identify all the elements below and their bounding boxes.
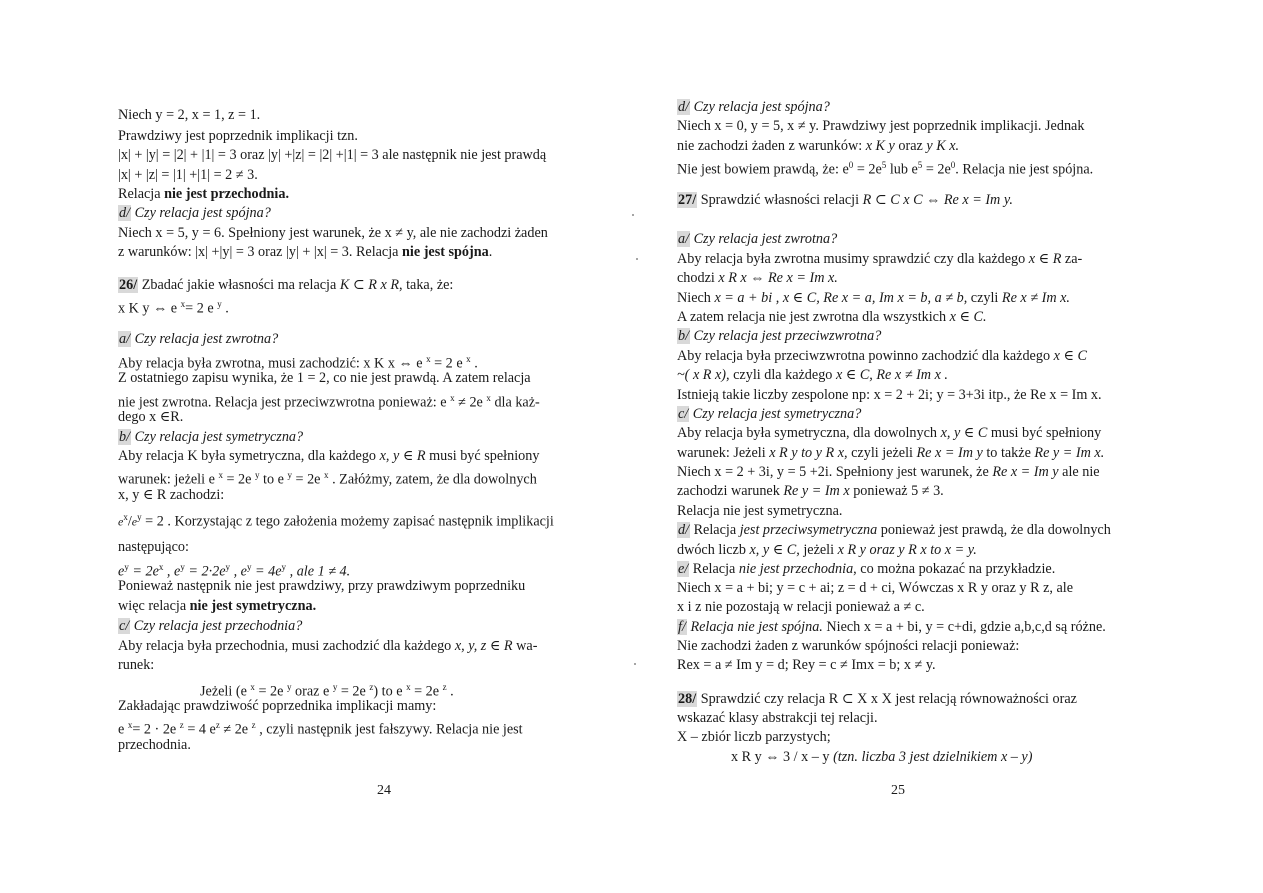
text-line bbox=[118, 369, 531, 387]
text-segment: Istnieją takie liczby zespolone np: x = 2 + 2i; y = 3+3i itp., że Re x = Im x. bbox=[677, 387, 1102, 403]
text-line bbox=[731, 748, 1032, 766]
text-line bbox=[677, 521, 1111, 539]
text-line bbox=[118, 276, 453, 294]
text-line bbox=[118, 428, 303, 446]
text-line bbox=[118, 736, 191, 754]
text-segment: z bbox=[369, 682, 374, 692]
text-segment: za- bbox=[1061, 251, 1083, 267]
text-segment: = 2e bbox=[128, 563, 159, 580]
text-segment: , czyli następnik jest fałszywy. Relacja nie jest bbox=[255, 721, 523, 738]
page-number: 25 bbox=[891, 783, 905, 798]
text-segment: ponieważ 5 ≠ 3. bbox=[849, 483, 944, 499]
text-segment: Sprawdzić czy relacja R ⊂ X x X jest relacją równoważności oraz bbox=[697, 691, 1077, 707]
scan-speck bbox=[634, 663, 636, 665]
text-segment: y bbox=[287, 470, 292, 480]
text-line bbox=[118, 447, 539, 465]
text-segment: ponieważ jest prawdą, że dla dowolnych bbox=[877, 522, 1111, 538]
text-segment: x bbox=[450, 393, 455, 403]
text-segment: = 2 e bbox=[185, 300, 218, 317]
text-line bbox=[118, 637, 537, 655]
text-segment: e bbox=[118, 563, 125, 580]
text-segment: x K y bbox=[865, 138, 895, 154]
text-segment: ≠ 2e bbox=[454, 394, 487, 411]
text-segment: Aby relacja była symetryczna, dla dowolnych bbox=[677, 425, 941, 441]
text-segment: , e bbox=[163, 563, 181, 580]
text-line bbox=[118, 146, 546, 164]
text-line bbox=[118, 243, 492, 261]
text-segment: y bbox=[286, 682, 292, 692]
text-segment: = 2e bbox=[337, 683, 370, 700]
text-segment: warunek: jeżeli e bbox=[118, 471, 219, 488]
text-segment: Aby relacja była przeciwzwrotna powinno zachodzić dla każdego bbox=[677, 348, 1054, 364]
text-line bbox=[677, 230, 837, 248]
text-segment: Czy relacja jest spójna? bbox=[690, 99, 830, 115]
text-segment: Niech y = 2, x = 1, z = 1. bbox=[118, 107, 261, 123]
text-segment: y bbox=[217, 299, 222, 309]
text-segment: x, y ∈ R zachodzi: bbox=[118, 487, 225, 503]
text-segment: Nie zachodzi żaden z warunków spójności relacji ponieważ: bbox=[677, 638, 1020, 654]
text-line bbox=[677, 656, 936, 674]
text-line bbox=[677, 541, 977, 559]
text-segment: więc relacja bbox=[118, 598, 190, 614]
text-segment: x ∈ C, Re x ≠ Im x . bbox=[835, 367, 948, 383]
text-segment: następująco: bbox=[118, 539, 189, 555]
text-line bbox=[677, 424, 1101, 442]
text-line bbox=[677, 347, 1087, 365]
text-segment: warunek: Jeżeli bbox=[677, 445, 770, 461]
page-number: 24 bbox=[377, 783, 391, 798]
text-line bbox=[118, 508, 554, 531]
text-line bbox=[118, 204, 271, 222]
text-segment: z bbox=[251, 720, 256, 730]
text-segment: Czy relacja jest przeciwzwrotna? bbox=[690, 328, 882, 344]
text-segment: Czy relacja jest zwrotna? bbox=[690, 231, 838, 247]
text-segment: Niech x = 5, y = 6. Spełniony jest warunek, że x ≠ y, ale nie zachodzi żaden bbox=[118, 225, 548, 241]
text-segment: Re x = Im y bbox=[916, 445, 983, 461]
text-segment: x bbox=[250, 682, 255, 692]
text-segment: musi być spełniony bbox=[425, 448, 540, 464]
text-segment: c/ bbox=[678, 406, 689, 422]
text-segment: z bbox=[442, 682, 447, 692]
text-line bbox=[677, 709, 878, 727]
text-segment: x ∈ C. bbox=[949, 309, 987, 325]
text-line bbox=[677, 637, 1019, 655]
text-segment: x bbox=[123, 512, 128, 522]
text-segment: dla każ- bbox=[490, 394, 540, 411]
text-segment: nie jest zwrotna. Relacja jest przeciwzwrotna ponieważ: e bbox=[118, 394, 451, 411]
text-segment: = 2e bbox=[291, 471, 325, 488]
text-line bbox=[118, 224, 548, 242]
text-segment: ≠ 2e bbox=[219, 721, 252, 738]
text-line bbox=[677, 289, 1070, 307]
text-line bbox=[118, 408, 183, 426]
text-segment: A zatem relacja nie jest zwrotna dla wszystkich bbox=[677, 309, 950, 325]
text-segment: ~( x R x), bbox=[677, 367, 730, 383]
text-segment: e bbox=[131, 514, 138, 529]
text-segment: = 4 e bbox=[183, 721, 216, 738]
text-segment: 27/ bbox=[678, 192, 697, 208]
text-segment: x bbox=[406, 682, 411, 692]
text-segment: . Korzystając z tego założenia możemy zapisać następnik implikacji bbox=[163, 513, 554, 530]
text-segment: oraz e bbox=[291, 683, 333, 700]
text-line bbox=[118, 330, 278, 348]
text-segment: . Relacja nie jest spójna. bbox=[955, 161, 1094, 178]
scan-speck bbox=[632, 214, 634, 216]
scan-speck bbox=[636, 258, 638, 260]
text-segment: . bbox=[221, 300, 229, 317]
text-line bbox=[677, 690, 1077, 708]
text-segment: x R y oraz y R x to x = y. bbox=[837, 542, 977, 558]
text-segment: Re x ≠ Im x. bbox=[1001, 290, 1070, 306]
text-segment: x, y ∈ C bbox=[940, 425, 988, 441]
text-segment: nie jest spójna bbox=[402, 244, 489, 260]
text-line bbox=[118, 577, 525, 595]
text-segment: = 2e bbox=[254, 683, 287, 700]
text-segment: = 2 bbox=[141, 513, 164, 530]
text-segment: e bbox=[118, 721, 128, 738]
text-segment: . bbox=[470, 355, 478, 372]
text-segment: Zakładając prawdziwość poprzednika implikacji mamy: bbox=[118, 698, 437, 714]
text-segment: . Załóżmy, zatem, że dla dowolnych bbox=[328, 471, 537, 488]
text-line bbox=[118, 617, 302, 635]
text-segment: y bbox=[246, 562, 252, 572]
text-segment: b/ bbox=[678, 328, 690, 344]
text-segment: , e bbox=[230, 563, 247, 580]
text-segment: zachodzi warunek bbox=[677, 483, 784, 499]
text-segment: . bbox=[488, 244, 493, 260]
text-segment: y K x. bbox=[926, 138, 960, 154]
text-segment: Czy relacja jest symetryczna? bbox=[689, 406, 862, 422]
text-segment: y bbox=[180, 562, 185, 572]
text-line bbox=[118, 656, 154, 674]
text-segment: c/ bbox=[119, 618, 130, 634]
text-segment: . bbox=[446, 683, 454, 700]
text-line bbox=[677, 482, 944, 500]
text-segment: x bbox=[426, 354, 431, 364]
text-segment: e/ bbox=[678, 561, 689, 577]
text-segment: Re y = Im x bbox=[783, 483, 850, 499]
text-line bbox=[677, 191, 1013, 209]
text-segment: = 2e bbox=[222, 471, 255, 488]
text-segment: R ⊂ C x C ⇔ Re x = Im y. bbox=[862, 192, 1013, 208]
text-segment: x R y to y R x, bbox=[769, 445, 848, 461]
text-segment: wskazać klasy abstrakcji tej relacji. bbox=[677, 710, 878, 726]
text-segment: = 2 · 2e bbox=[132, 721, 180, 738]
text-segment: y bbox=[225, 562, 231, 572]
text-segment: z bbox=[215, 720, 220, 730]
text-segment: = 2·2e bbox=[184, 563, 226, 580]
text-segment: Zbadać jakie własności ma relacja bbox=[138, 277, 340, 293]
text-line bbox=[677, 269, 838, 287]
text-line bbox=[677, 98, 830, 116]
text-segment: y bbox=[281, 562, 287, 572]
text-segment: x bbox=[324, 470, 329, 480]
text-segment: = 2e bbox=[410, 683, 443, 700]
text-segment: Nie jest bowiem prawdą, że: e bbox=[677, 161, 849, 178]
text-segment: Z ostatniego zapisu wynika, że 1 = 2, co nie jest prawdą. A zatem relacja bbox=[118, 370, 531, 386]
text-segment: to e bbox=[259, 471, 288, 488]
text-segment: Sprawdzić własności relacji bbox=[697, 192, 863, 208]
text-segment: e bbox=[118, 514, 124, 529]
text-line bbox=[118, 597, 316, 615]
text-segment: Czy relacja jest zwrotna? bbox=[131, 331, 279, 347]
text-line bbox=[677, 366, 948, 384]
text-segment: (tzn. liczba 3 jest dzielnikiem x – y) bbox=[833, 749, 1033, 765]
text-segment: Relacja bbox=[690, 522, 740, 538]
text-segment: 26/ bbox=[119, 277, 138, 293]
text-segment: Prawdziwy jest poprzednik implikacji tzn. bbox=[118, 128, 358, 144]
text-segment: Jeżeli (e bbox=[200, 683, 251, 700]
text-segment: y bbox=[255, 470, 260, 480]
text-segment: nie zachodzi żaden z warunków: bbox=[677, 138, 866, 154]
text-segment: czyli dla każdego bbox=[729, 367, 836, 383]
text-segment: Niech x = 2 + 3i, y = 5 +2i. Spełniony jest warunek, że bbox=[677, 464, 993, 480]
text-segment: X – zbiór liczb parzystych; bbox=[677, 729, 831, 745]
text-line bbox=[677, 117, 1084, 135]
text-segment: Niech bbox=[677, 290, 715, 306]
text-segment: 0 bbox=[950, 160, 956, 170]
text-segment: , ale 1 ≠ 4. bbox=[286, 563, 351, 580]
text-segment: jest przeciwsymetryczna bbox=[739, 522, 878, 538]
text-segment: runek: bbox=[118, 657, 155, 673]
text-line bbox=[677, 250, 1082, 268]
text-line bbox=[118, 106, 260, 124]
text-segment: nie jest przechodnia. bbox=[164, 186, 290, 202]
text-line bbox=[677, 405, 861, 423]
text-segment: y bbox=[137, 512, 142, 522]
text-segment: x R x ⇔ Re x = Im x. bbox=[718, 270, 838, 286]
text-segment: Re x = Im y bbox=[992, 464, 1059, 480]
text-segment: |x| + |y| = |2| + |1| = 3 oraz |y| +|z| = |2| +|1| = 3 ale następnik nie jest prawdą bbox=[118, 147, 547, 163]
left-page bbox=[0, 0, 631, 893]
text-segment: x bbox=[218, 470, 223, 480]
text-line bbox=[118, 185, 289, 203]
text-segment: Ponieważ następnik nie jest prawdziwy, przy prawdziwym poprzedniku bbox=[118, 578, 526, 594]
text-segment: x ∈ C bbox=[1053, 348, 1087, 364]
text-segment: Aby relacja była zwrotna musimy sprawdzić czy dla każdego bbox=[677, 251, 1029, 267]
text-segment: dwóch liczb bbox=[677, 542, 750, 558]
text-line bbox=[118, 166, 258, 184]
text-segment: y bbox=[332, 682, 338, 692]
text-segment: Niech x = a + bi; y = c + ai; z = d + ci, Wówczas x R y oraz y R z, ale bbox=[677, 580, 1074, 596]
text-segment: 0 bbox=[848, 160, 854, 170]
text-segment: Relacja nie jest spójna. bbox=[686, 619, 823, 635]
text-segment: f/ bbox=[678, 619, 686, 635]
text-line bbox=[118, 697, 436, 715]
text-segment: Czy relacja jest symetryczna? bbox=[131, 429, 304, 445]
text-segment: x K y ⇔ e bbox=[118, 300, 181, 317]
text-segment: wa- bbox=[512, 638, 538, 654]
text-segment: x bbox=[486, 393, 491, 403]
text-segment: = 2e bbox=[922, 161, 951, 178]
text-segment: dego x ∈R. bbox=[118, 409, 184, 425]
text-line bbox=[677, 728, 831, 746]
text-segment: to także bbox=[982, 445, 1035, 461]
text-segment: d/ bbox=[678, 522, 690, 538]
text-line bbox=[118, 538, 189, 556]
text-segment: Relacja bbox=[689, 561, 739, 577]
text-line bbox=[677, 560, 1055, 578]
text-line bbox=[118, 295, 229, 318]
text-line bbox=[677, 386, 1102, 404]
text-segment: Relacja bbox=[118, 186, 165, 202]
text-segment: x R y ⇔ 3 / x – y bbox=[731, 749, 834, 765]
text-line bbox=[677, 327, 881, 345]
text-segment: Niech x = 0, y = 5, x ≠ y. Prawdziwy jest poprzednik implikacji. Jednak bbox=[677, 118, 1085, 134]
text-line bbox=[118, 127, 358, 145]
text-segment: d/ bbox=[119, 205, 131, 221]
text-segment: Re y = Im x. bbox=[1034, 445, 1105, 461]
text-line bbox=[677, 502, 842, 520]
text-segment: 28/ bbox=[678, 691, 697, 707]
text-line bbox=[677, 156, 1093, 179]
text-segment: z bbox=[179, 720, 184, 730]
text-segment: chodzi bbox=[677, 270, 719, 286]
text-segment: b/ bbox=[119, 429, 131, 445]
text-segment: czyli bbox=[967, 290, 1002, 306]
text-segment: Aby relacja była zwrotna, musi zachodzić: x K x ⇔ e bbox=[118, 355, 427, 372]
text-segment: a/ bbox=[119, 331, 131, 347]
text-segment: oraz bbox=[894, 138, 927, 154]
text-segment: Czy relacja jest przechodnia? bbox=[130, 618, 303, 634]
text-segment: x bbox=[180, 299, 186, 309]
text-segment: x, y ∈ R bbox=[379, 448, 426, 464]
text-segment: , co można pokazać na przykładzie. bbox=[853, 561, 1056, 577]
text-segment: x ∈ R bbox=[1028, 251, 1062, 267]
text-segment: = 2e bbox=[853, 161, 882, 178]
text-segment: y bbox=[124, 562, 129, 572]
text-segment: x bbox=[127, 720, 133, 730]
text-segment: x i z nie pozostają w relacji ponieważ a ≠ c. bbox=[677, 599, 925, 615]
text-segment: 5 bbox=[917, 160, 923, 170]
text-segment: d/ bbox=[678, 99, 690, 115]
text-segment: a/ bbox=[678, 231, 690, 247]
text-segment: 5 bbox=[881, 160, 887, 170]
text-line bbox=[677, 137, 959, 155]
text-segment: przechodnia. bbox=[118, 737, 191, 753]
text-segment: = 4e bbox=[251, 563, 282, 580]
text-segment: / bbox=[127, 513, 132, 530]
text-segment: x, y, z ∈ R bbox=[454, 638, 513, 654]
text-segment: Rex = a ≠ Im y = d; Rey = c ≠ Imx = b; x ≠ y. bbox=[677, 657, 936, 673]
text-line bbox=[118, 486, 224, 504]
text-segment: jeżeli bbox=[799, 542, 838, 558]
text-segment: K ⊂ R x R bbox=[339, 277, 399, 293]
text-segment: ale nie bbox=[1058, 464, 1100, 480]
text-segment: czyli jeżeli bbox=[847, 445, 917, 461]
text-segment: Relacja nie jest symetryczna. bbox=[677, 503, 843, 519]
text-segment: , taka, że: bbox=[399, 277, 454, 293]
text-segment: Niech x = a + bi, y = c+di, gdzie a,b,c,d są różne. bbox=[822, 619, 1106, 635]
text-line bbox=[677, 579, 1073, 597]
text-segment: x bbox=[466, 354, 471, 364]
text-segment: x, y ∈ C, bbox=[749, 542, 800, 558]
text-line bbox=[677, 308, 987, 326]
text-segment: Czy relacja jest spójna? bbox=[131, 205, 271, 221]
text-segment: |x| + |z| = |1| +|1| = 2 ≠ 3. bbox=[118, 167, 258, 183]
text-segment: Aby relacja była przechodnia, musi zachodzić dla każdego bbox=[118, 638, 455, 654]
text-line bbox=[677, 444, 1104, 462]
text-segment: nie jest symetryczna. bbox=[189, 598, 317, 614]
text-line bbox=[677, 463, 1100, 481]
text-segment: x = a + bi , x ∈ C, Re x = a, Im x = b, a ≠ b, bbox=[714, 290, 968, 306]
text-line bbox=[677, 598, 925, 616]
text-line bbox=[677, 618, 1106, 636]
text-segment: musi być spełniony bbox=[987, 425, 1102, 441]
text-segment: lub e bbox=[886, 161, 918, 178]
text-segment: nie jest przechodnia bbox=[738, 561, 854, 577]
text-segment: ) to e bbox=[373, 683, 407, 700]
text-segment: Aby relacja K była symetryczna, dla każdego bbox=[118, 448, 380, 464]
text-segment: z warunków: |x| +|y| = 3 oraz |y| + |x| = 3. Relacja bbox=[118, 244, 403, 260]
text-segment: = 2 e bbox=[430, 355, 467, 372]
right-page bbox=[631, 0, 1263, 893]
text-segment: x bbox=[158, 562, 164, 572]
